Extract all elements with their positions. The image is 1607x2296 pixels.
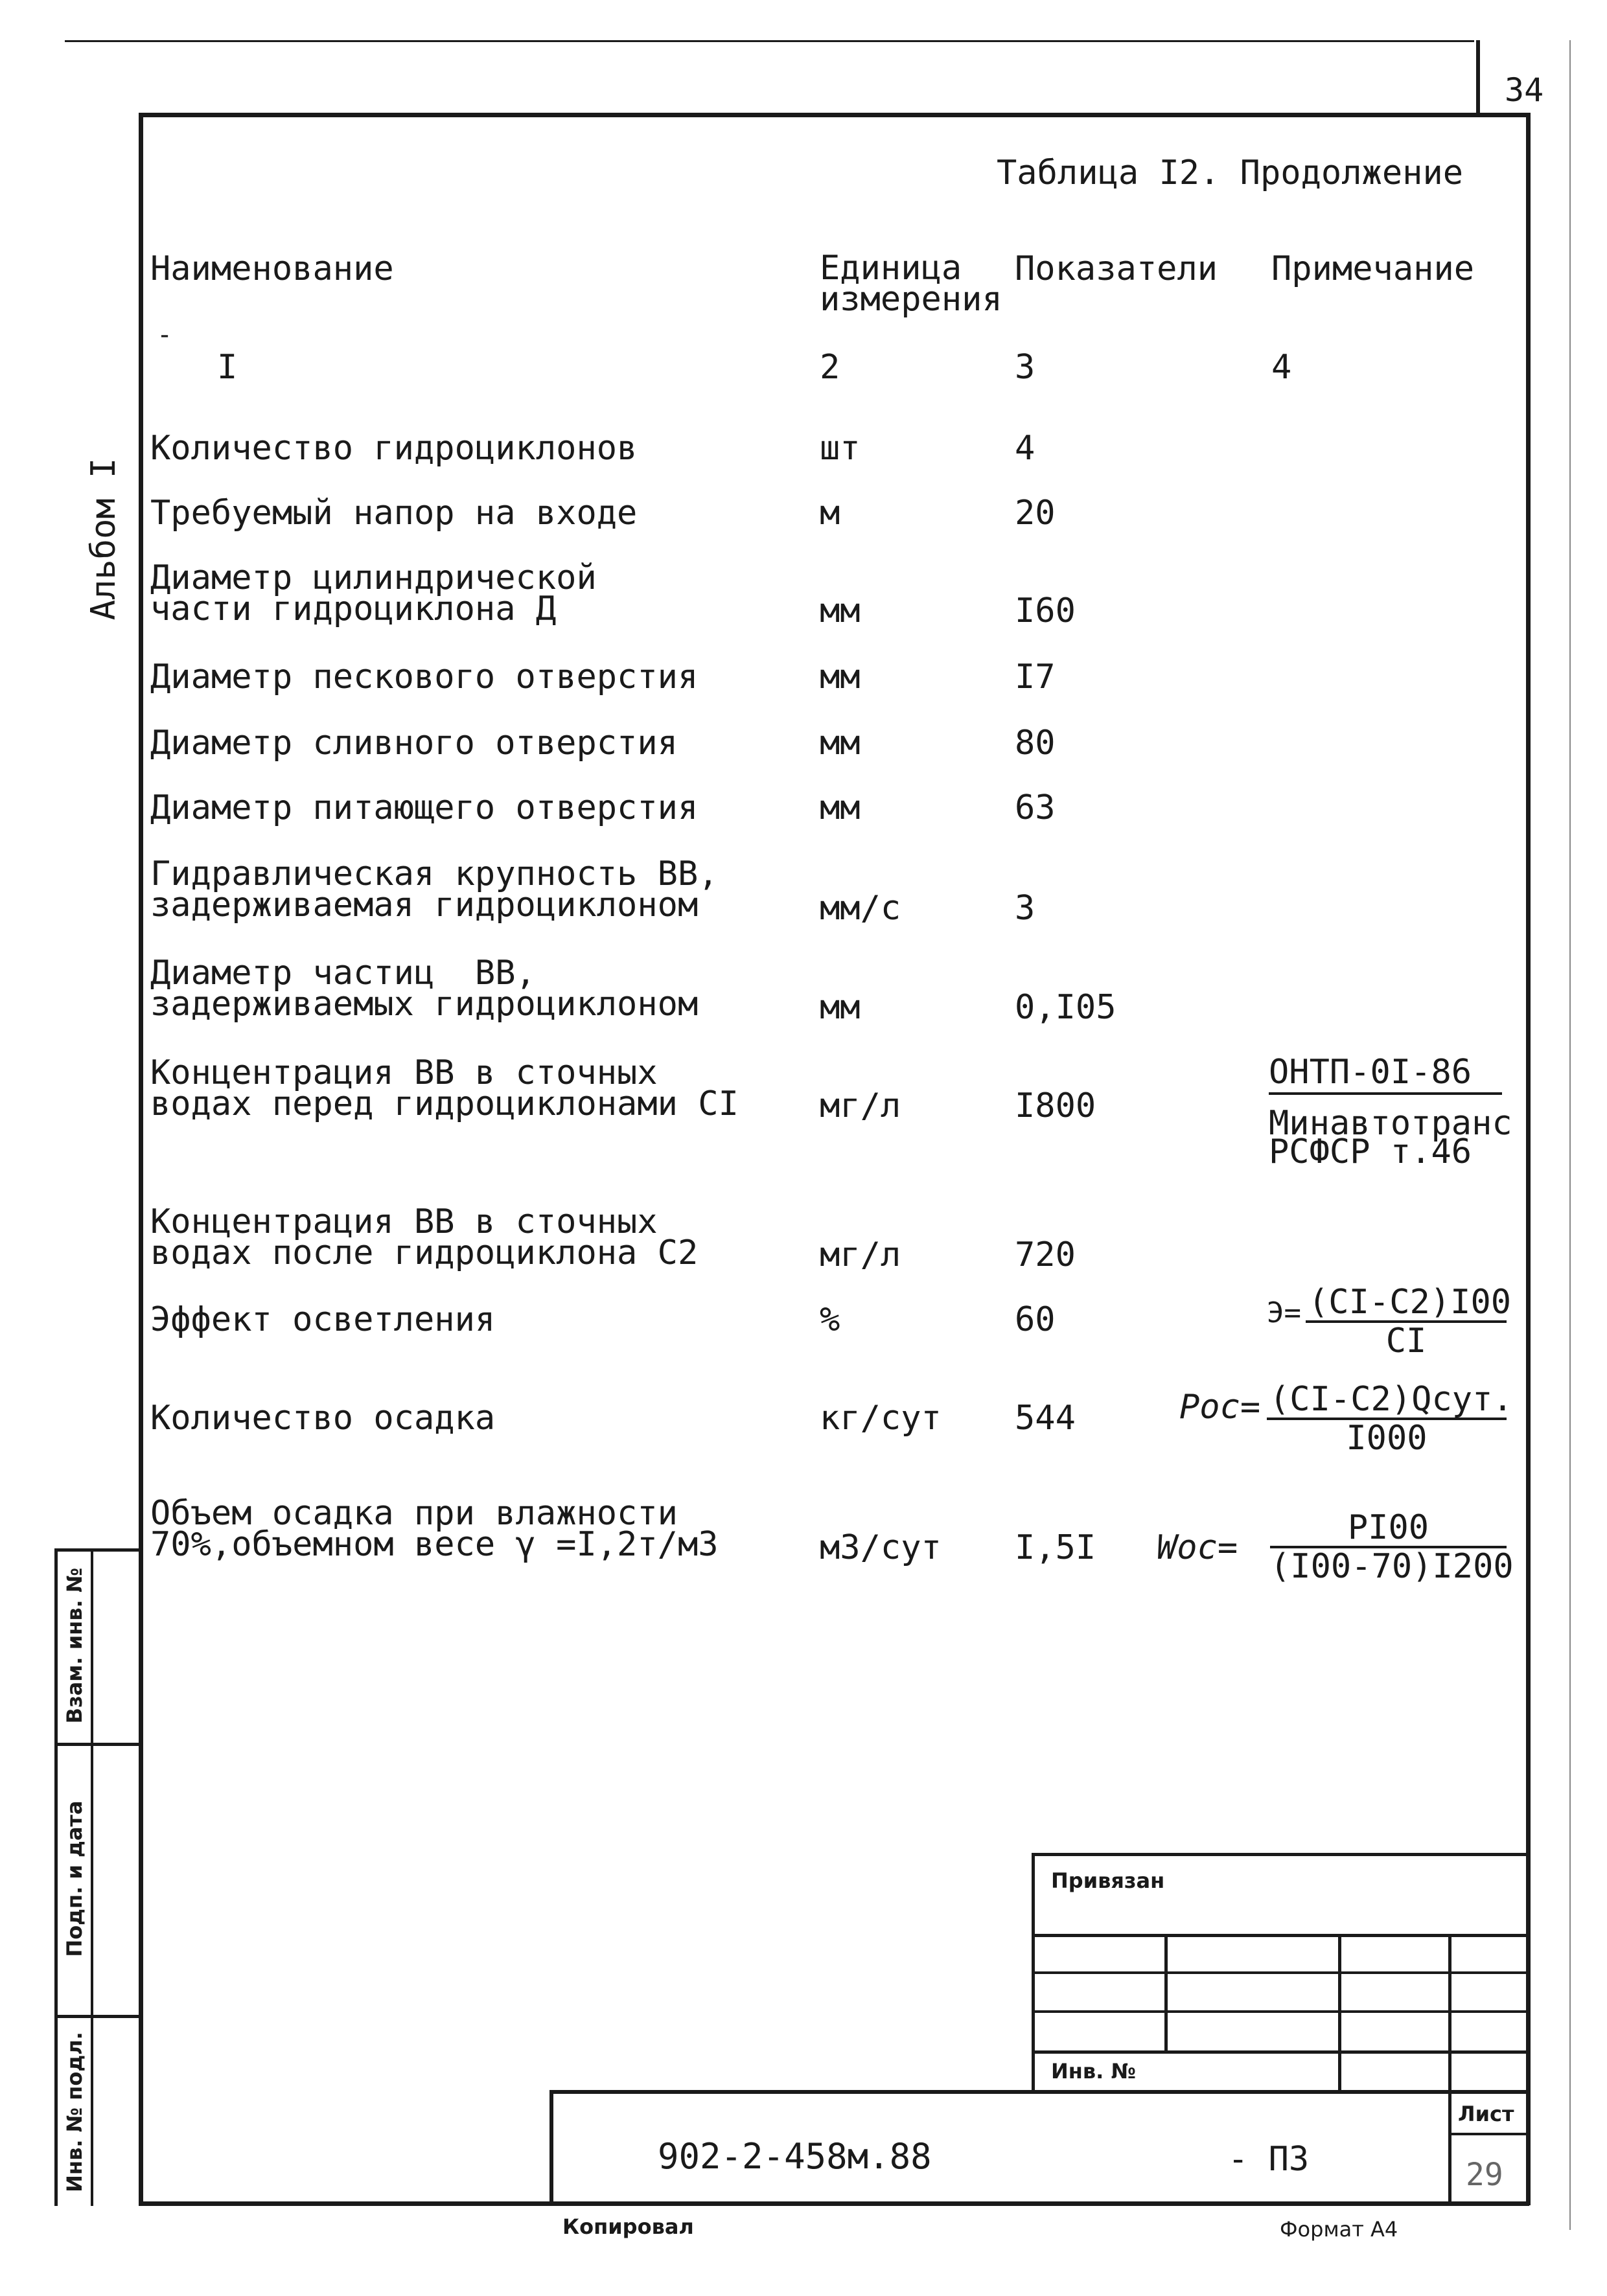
title-block-sheet-divider [1448,2090,1451,2205]
table-row-value: 4 [1015,429,1035,468]
note-reference-top: ОНТП-0I-86 [1269,1055,1502,1095]
album-label: Альбом I [84,457,123,621]
formula-denominator: CI [1385,1322,1427,1360]
privyazan-row-2 [1032,1971,1529,1974]
table-row-unit: мг/л [820,1235,901,1274]
formula-prefix: Wос= [1157,1528,1238,1567]
table-row-value: 544 [1015,1399,1076,1438]
formula-fraction [1267,1380,1513,1458]
table-row-unit: мм [820,788,861,827]
privyazan-row-3 [1032,2010,1529,2013]
page-number-box-left [1476,40,1480,115]
table-row-value: I7 [1015,658,1056,696]
privyazan-col-1 [1164,1934,1168,2054]
table-row-unit: м [820,494,840,533]
table-row-value: I800 [1015,1086,1096,1125]
col-header-note: Примечание [1271,249,1475,288]
table-row-value: 3 [1015,889,1035,928]
table-row-name: Гидравлическая крупность ВВ, задерживаемая гидроциклоном [150,855,719,924]
table-row-value: 720 [1015,1235,1076,1274]
col-header-name: Наименование [150,249,394,288]
table-row-value: I60 [1015,591,1076,630]
side-stamp-vzam: Взам. инв. № [62,1567,87,1724]
table-row-unit: мм [820,591,861,630]
table-row-value: 80 [1015,724,1056,763]
col-number-4: 4 [1271,348,1292,387]
table-row-name: Диаметр частиц ВВ, задерживаемых гидроциклоном [150,954,699,1024]
header-dash: - [157,320,173,350]
formula-numerator: (CI-C2)Qсут. [1267,1381,1507,1420]
table-row-name: Концентрация ВВ в сточных водах перед гидроциклонами CI [150,1053,739,1123]
top-border-line [65,40,1474,42]
table-row-unit: кг/сут [820,1399,942,1438]
title-block-left [549,2090,553,2205]
title-block-sheet-sep [1448,2133,1529,2135]
table-row-unit: мм [820,658,861,696]
table-row-value: I,5I [1015,1528,1096,1567]
formula-prefix: Pос= [1179,1388,1261,1427]
table-row-value: 0,I05 [1015,988,1116,1027]
right-dashed-line [1569,40,1571,2230]
footer-kopiroval: Копировал [562,2214,694,2239]
table-row-name: Требуемый напор на входе [150,494,638,533]
stamp-inv-label: Инв. № [1051,2059,1136,2084]
table-row-value: 20 [1015,494,1056,533]
privyazan-col-3 [1448,1934,1451,2093]
frame-bottom [139,2201,1529,2206]
table-row-name: Концентрация ВВ в сточных водах после гидроциклона С2 [150,1202,699,1272]
table-row-unit: % [820,1300,840,1339]
side-stamp-podp: Подп. и дата [62,1800,87,1957]
note-reference-bottom: Минавтотранс РСФСР т.46 [1269,1104,1512,1171]
doc-section: - ПЗ [1228,2140,1310,2179]
formula-denominator: I000 [1346,1419,1428,1458]
frame-top [139,113,1529,117]
formula-denominator: (I00-70)I200 [1270,1547,1514,1586]
table-row-name: Диаметр пескового отверстия [150,658,699,696]
side-stamp-divider [91,1548,93,2206]
formula-prefix: Э= [1267,1296,1301,1329]
formula-numerator: PI00 [1270,1510,1507,1548]
formula-numerator: (CI-C2)I00 [1306,1284,1507,1323]
col-header-unit: Единица измерения [820,249,1002,319]
title-block-top [549,2090,1529,2094]
table-row-name: Диаметр питающего отверстия [150,788,699,827]
doc-code: 902-2-458м.88 [658,2136,932,2177]
page-number: 34 [1505,71,1544,109]
table-row-name: Объем осадка при влажности 70%,объемном весе γ =I,2т/м3 [150,1494,719,1564]
table-row-unit: мм/с [820,889,901,928]
side-stamp-inv: Инв. № подл. [62,2032,87,2192]
table-row-name: Количество гидроциклонов [150,429,638,468]
table-row-unit: мм [820,988,861,1027]
formula-fraction [1270,1508,1514,1586]
sheet-number: 29 [1466,2157,1503,2193]
privyazan-label: Привязан [1051,1868,1165,1893]
table-row-value: 63 [1015,788,1056,827]
side-stamp-left [54,1548,58,2206]
table-title: Таблица I2. Продолжение [997,154,1464,192]
col-number-2: 2 [820,348,840,387]
table-row-name: Количество осадка [150,1399,496,1438]
col-header-value: Показатели [1015,249,1218,288]
col-number-3: 3 [1015,348,1035,387]
table-row-unit: мг/л [820,1086,901,1125]
frame-right [1526,113,1531,2205]
table-row-name: Эффект осветления [150,1300,496,1339]
frame-left [139,113,143,2205]
table-row-unit: м3/сут [820,1528,942,1567]
table-row-unit: мм [820,724,861,763]
side-stamp-sep-1 [54,1743,143,1746]
table-row-unit: шт [820,429,861,468]
col-number-1: I [217,348,238,387]
table-row-name: Диаметр цилиндрической части гидроциклона Д [150,558,597,628]
table-row-value: 60 [1015,1300,1056,1339]
privyazan-top [1032,1853,1529,1856]
privyazan-col-2 [1338,1934,1341,2093]
formula-fraction [1306,1283,1512,1360]
privyazan-row-4 [1032,2050,1529,2054]
footer-format: Формат А4 [1280,2217,1398,2242]
sheet-label: Лист [1458,2102,1514,2126]
table-row-name: Диаметр сливного отверстия [150,724,678,763]
privyazan-row-1 [1032,1934,1529,1937]
